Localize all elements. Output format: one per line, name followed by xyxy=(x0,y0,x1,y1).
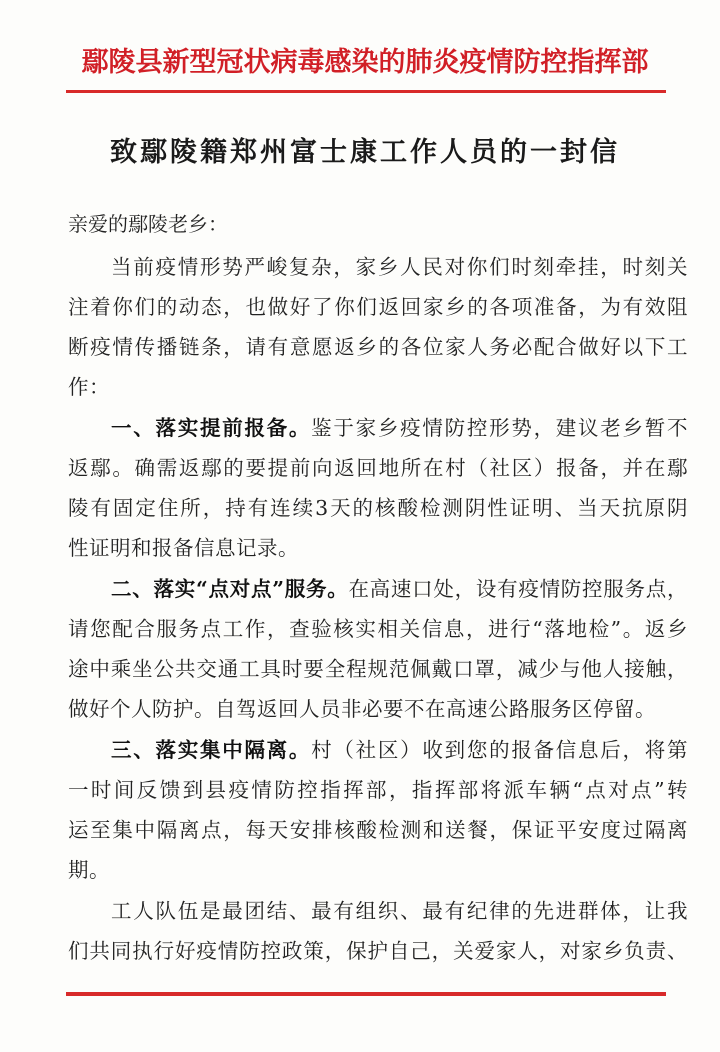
item3-line: 运至集中隔离点，每天安排核酸检测和送餐，保证平安度过隔离 xyxy=(68,818,688,842)
item3-heading: 三、落实集中隔离。 xyxy=(111,738,312,762)
item1-line: 返鄢。确需返鄢的要提前向返回地所在村（社区）报备，并在鄢 xyxy=(68,456,688,480)
intro-line: 注着你们的动态，也做好了你们返回家乡的各项准备，为有效阻 xyxy=(68,295,688,319)
item3-line: 期。 xyxy=(68,858,110,882)
item2-line: 做好个人防护。自驾返回人员非必要不在高速公路服务区停留。 xyxy=(68,697,656,721)
item3-text: 村（社区）收到您的报备信息后，将第 xyxy=(311,738,689,762)
footer-red-rule xyxy=(66,992,666,996)
issuing-organization-header: 鄢陵县新型冠状病毒感染的肺炎疫情防控指挥部 xyxy=(81,47,649,78)
intro-line: 作： xyxy=(68,375,110,399)
item1-text: 鉴于家乡疫情防控形势，建议老乡暂不 xyxy=(311,416,689,440)
letter-title: 致鄢陵籍郑州富士康工作人员的一封信 xyxy=(110,137,620,168)
item2-text: 在高速口处，设有疫情防控服务点， xyxy=(348,577,688,601)
closing-line: 工人队伍是最团结、最有组织、最有纪律的先进群体，让我 xyxy=(111,899,688,923)
item3-line: 一时间反馈到县疫情防控指挥部，指挥部将派车辆“点对点”转 xyxy=(68,778,688,802)
item1-first-line xyxy=(68,411,688,441)
item1-line: 性证明和报备信息记录。 xyxy=(68,536,299,560)
header-red-rule xyxy=(66,90,666,93)
item1-heading: 一、落实提前报备。 xyxy=(111,416,312,440)
item1-line: 陵有固定住所，持有连续3天的核酸检测阴性证明、当天抗原阴 xyxy=(68,496,688,520)
item2-line: 请您配合服务点工作，查验核实相关信息，进行“落地检”。返乡 xyxy=(68,617,688,641)
item2-first-line xyxy=(68,572,688,602)
intro-line: 断疫情传播链条，请有意愿返乡的各位家人务必配合做好以下工 xyxy=(68,335,688,359)
item2-line: 途中乘坐公共交通工具时要全程规范佩戴口罩，减少与他人接触， xyxy=(68,657,688,681)
item3-first-line xyxy=(68,733,688,763)
item2-heading: 二、落实“点对点”服务。 xyxy=(111,577,349,601)
salutation: 亲爱的鄢陵老乡： xyxy=(68,212,228,236)
closing-line: 们共同执行好疫情防控政策，保护自己，关爱家人，对家乡负责、 xyxy=(68,939,688,963)
intro-line: 当前疫情形势严峻复杂，家乡人民对你们时刻牵挂，时刻关 xyxy=(111,255,688,279)
